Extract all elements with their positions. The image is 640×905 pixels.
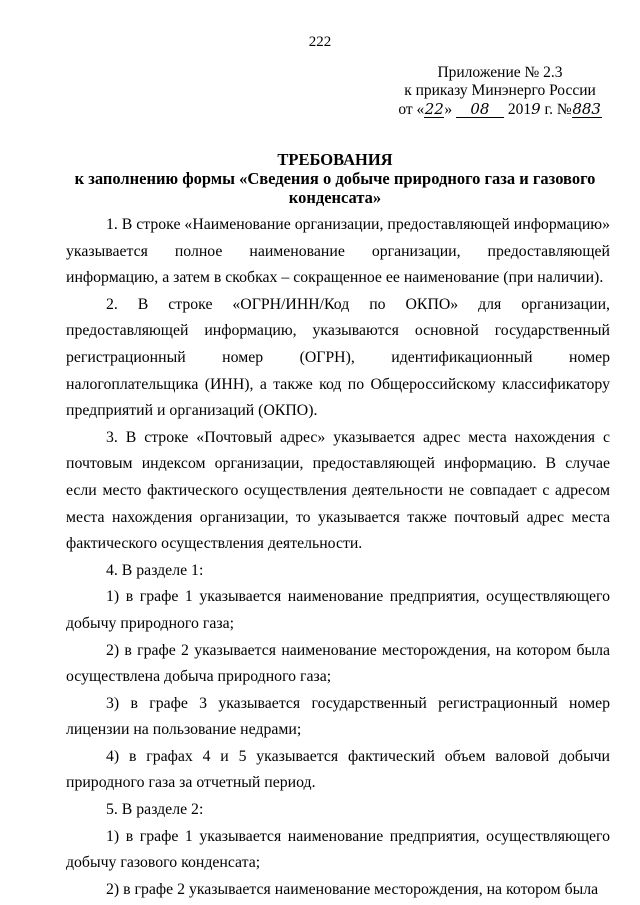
page-number: 222 xyxy=(308,34,332,50)
paragraph: 2. В строке «ОГРН/ИНН/Код по ОКПО» для организации, предоставляющей информацию, указываются основной государственный регистрационный номер (ОГРН), идентификационный номер налогоплательщика (ИНН), а также код по Общероссийскому классификатору предприятий и организаций (ОКПО). xyxy=(66,295,610,420)
title-subtitle-line1: к заполнению формы «Сведения о добыче природного газа и газового xyxy=(74,169,596,188)
title-subtitle-line2: конденсата» xyxy=(288,188,382,207)
document-body xyxy=(66,212,610,903)
order-number: 883 xyxy=(572,100,601,118)
year-suffix: г. № xyxy=(540,101,572,118)
paragraph: 1. В строке «Наименование организации, предоставляющей информацию» указывается полное наименование организации, предоставляющей информацию, а затем в скобках – сокращенное ее наименование (при наличии). xyxy=(66,216,610,287)
list-item: 2) в графе 2 указывается наименование месторождения, на котором была осуществлена добыча природного газа; xyxy=(66,641,610,686)
appendix-order-reference: к приказу Минэнерго России xyxy=(404,82,596,99)
year-prefix: 201 xyxy=(507,101,532,118)
appendix-date-line xyxy=(380,100,620,119)
list-item: 1) в графе 1 указывается наименование предприятия, осуществляющего добычу газового конденсата; xyxy=(66,827,610,872)
title-heading: ТРЕБОВАНИЯ xyxy=(277,150,393,169)
list-item: 1) в графе 1 указывается наименование предприятия, осуществляющего добычу природного газа; xyxy=(66,588,610,632)
list-item: 3) в графе 3 указывается государственный регистрационный номер лицензии на пользование недрами; xyxy=(66,694,610,739)
year-last-digit: 9 xyxy=(531,100,541,118)
date-prefix: от « xyxy=(398,101,425,118)
list-item: 4) в графах 4 и 5 указывается фактический объем валовой добычи природного газа за отчетный период. xyxy=(66,747,610,792)
date-day-suffix: » xyxy=(444,101,453,118)
section-heading: 4. В разделе 1: xyxy=(106,561,204,579)
order-month: 08 xyxy=(456,102,504,118)
document-title xyxy=(70,150,600,207)
appendix-number: Приложение № 2.3 xyxy=(437,64,563,81)
paragraph: 3. В строке «Почтовый адрес» указывается адрес места нахождения с почтовым индексом организации, предоставляющей информацию. В случае если место фактического осуществления деятельности не совпадает с адресом места нахождения организации, то указывается также почтовый адрес места фактического осуществления деятельности. xyxy=(66,428,610,553)
section-heading: 5. В разделе 2: xyxy=(106,801,204,819)
list-item: 2) в графе 2 указывается наименование месторождения, на котором была xyxy=(106,880,599,898)
appendix-header xyxy=(380,64,620,119)
order-day: 22 xyxy=(424,100,444,118)
